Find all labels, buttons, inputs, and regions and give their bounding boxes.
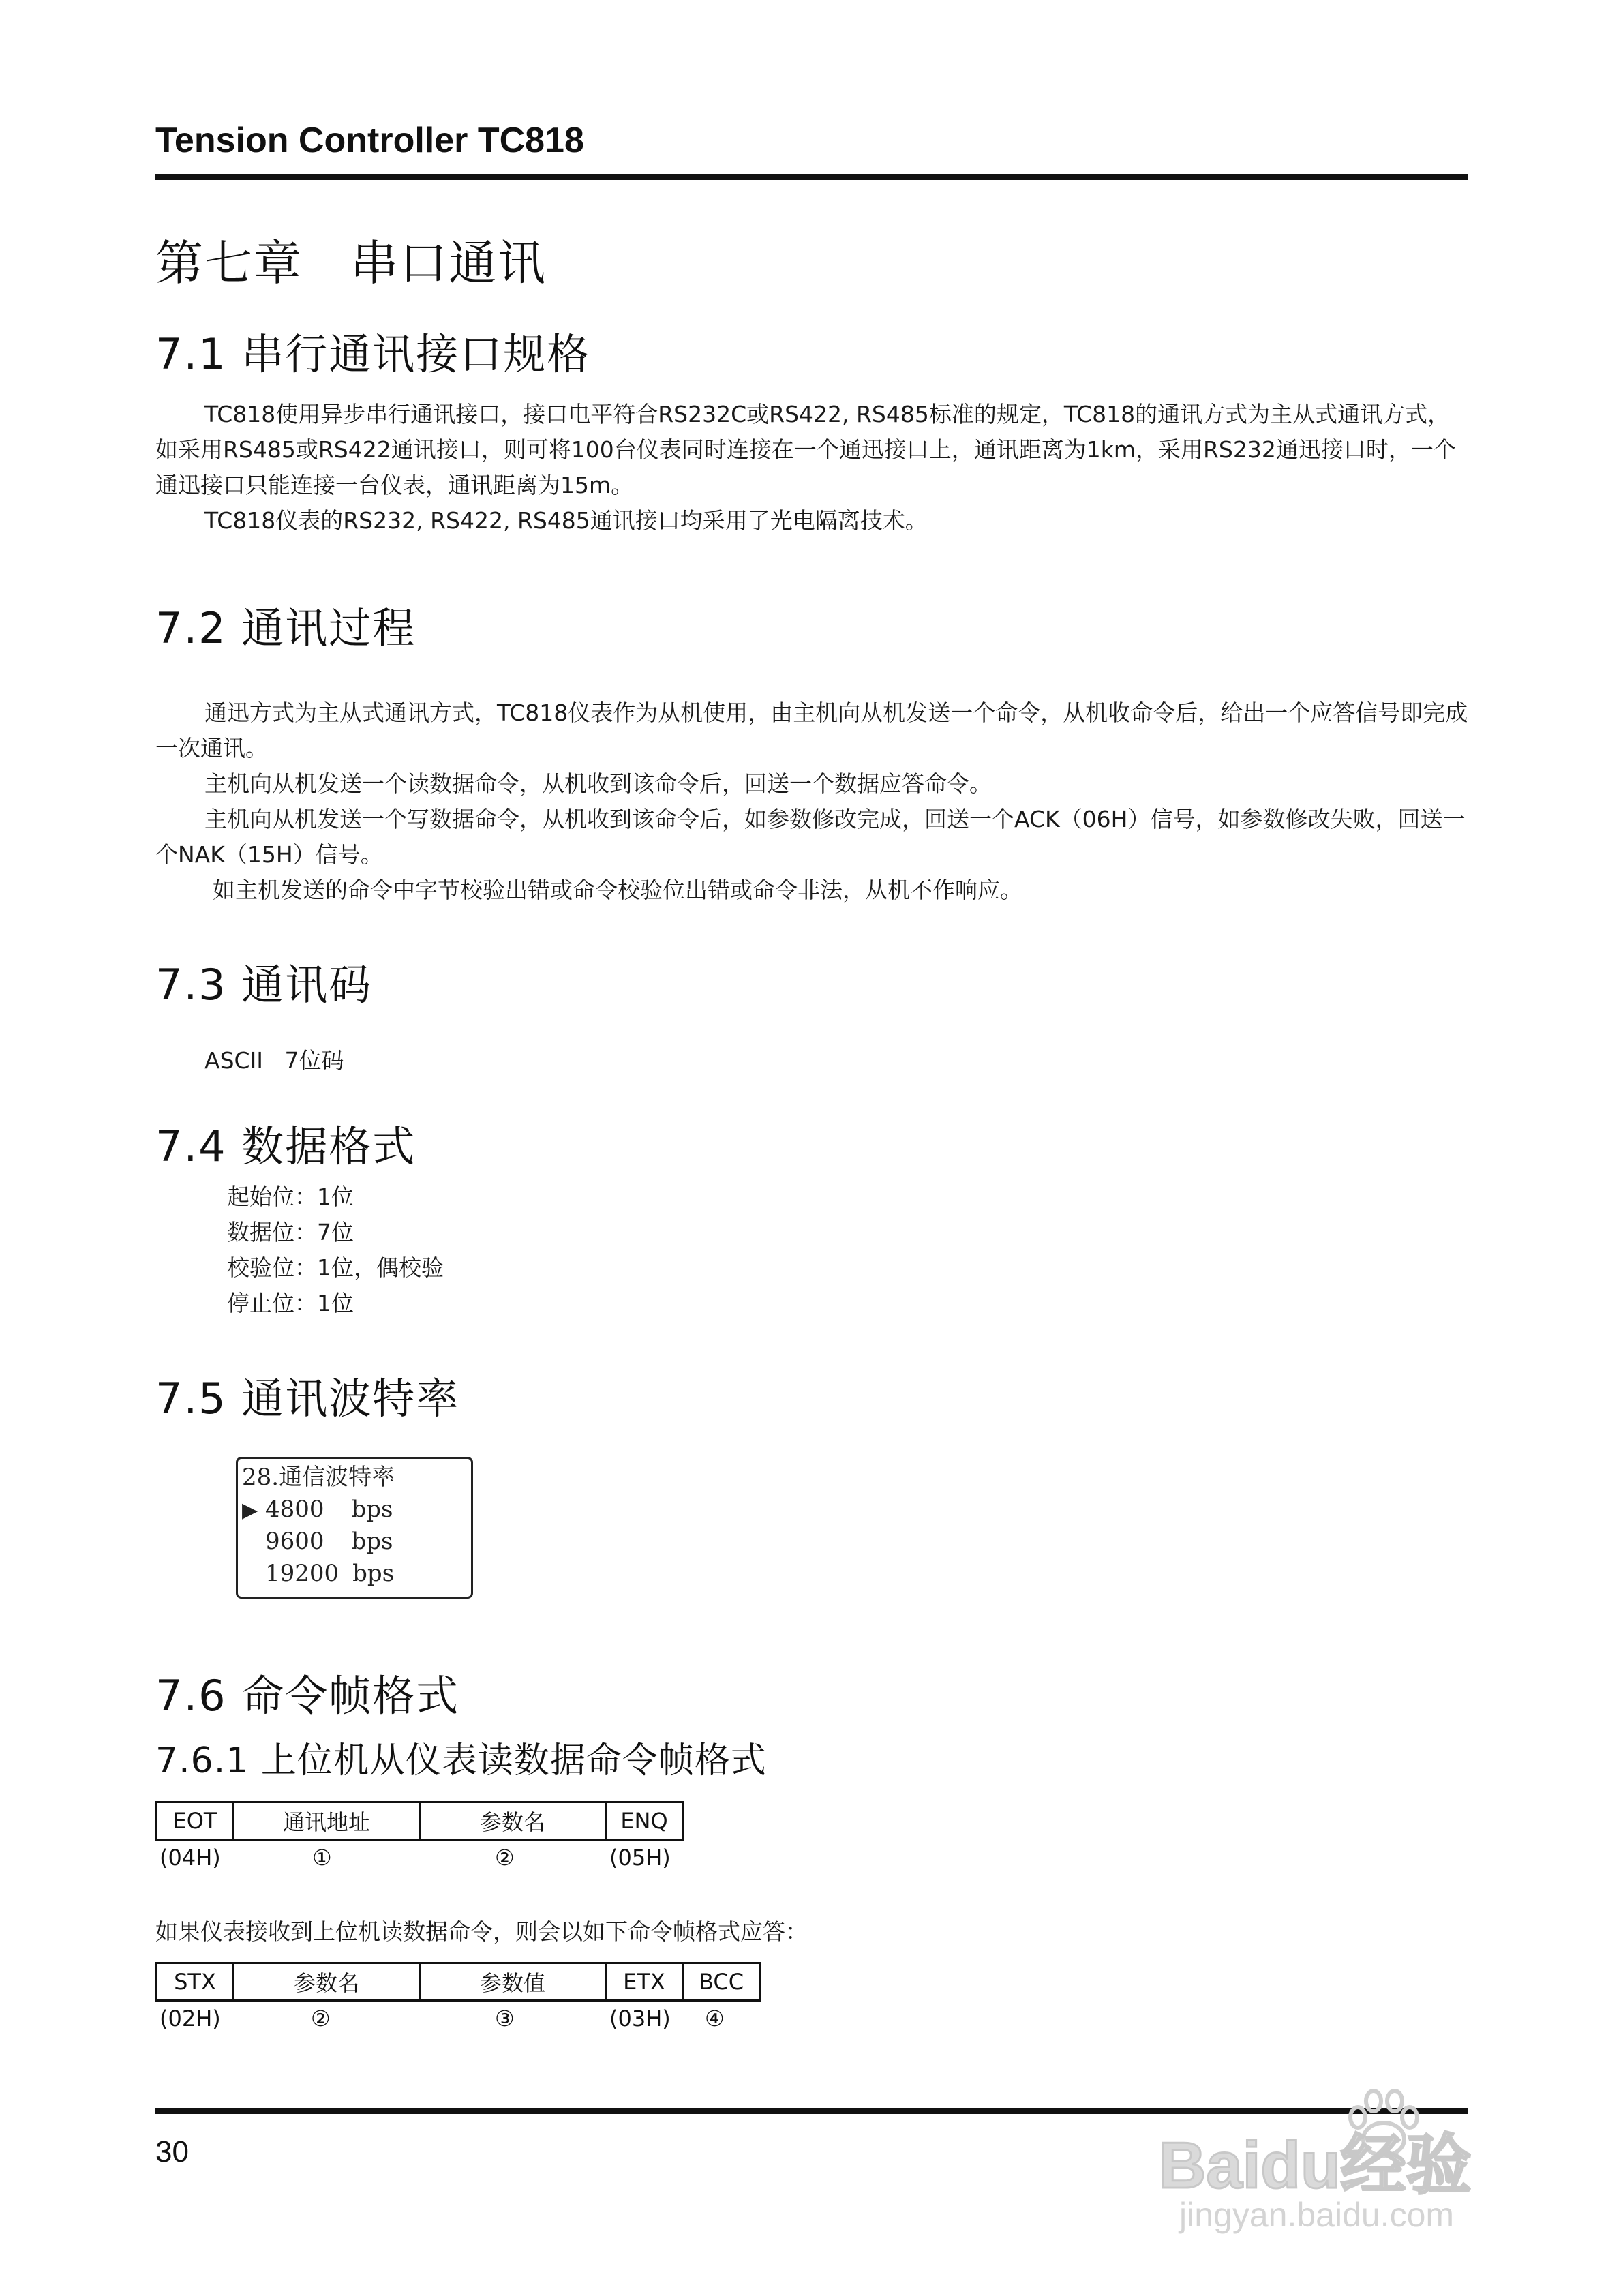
frame1-labels [155,1845,701,1879]
document-header-title: Tension Controller TC818 [155,121,584,160]
frame-cell-etx: ETX [606,1963,683,2001]
lcd-option-unit: bps [351,1496,393,1523]
list-item: 校验位：1位，偶校验 [227,1254,444,1281]
chapter-number: 第七章 [155,235,303,291]
frame-cell-param-name: 参数名 [234,1963,420,2001]
frame-label: ④ [705,2006,725,2031]
frame2-labels [155,2006,769,2040]
frame-cell-param-name: 参数名 [420,1802,606,1840]
lcd-option-19200 [242,1558,471,1590]
frame-cell-param-value: 参数值 [420,1963,606,2001]
reply-frame-table [155,1962,761,2002]
section-7-3-heading: 7.3 通讯码 [155,960,373,1010]
frame-cell-eot: EOT [157,1802,234,1840]
frame-cell-enq: ENQ [606,1802,683,1840]
frame-label: ② [311,2006,331,2031]
frame-label: ③ [495,2006,515,2031]
lcd-option-9600 [242,1526,471,1558]
section-7-3-text: ASCII 7位码 [204,1047,344,1074]
watermark-brand: Baidu经验 [1159,2129,1472,2202]
paragraph: TC818使用异步串行通讯接口，接口电平符合RS232C或RS422, RS485标准的规定，TC818的通讯方式为主从式通讯方式，如采用RS485或RS422通讯接口，则可将100台仪表同时连接在一个通迅接口上，通讯距离为1km，采用RS232通迅接口时，一个通迅接口只能连接一台仪表，通讯距离为15m。 [155,401,1456,498]
baud-rate-lcd-display [236,1457,473,1599]
paragraph: 通迅方式为主从式通讯方式，TC818仪表作为从机使用，由主机向从机发送一个命令，从机收命令后，给出一个应答信号即完成一次通讯。 [155,699,1468,761]
list-item: 数据位：7位 [227,1219,354,1245]
list-item: 起始位：1位 [227,1183,354,1210]
frame-cell-bcc: BCC [683,1963,760,2001]
lcd-title: 28.通信波特率 [242,1464,395,1491]
header-rule [155,174,1468,180]
frame-label: ② [495,1845,515,1871]
frame-label: (03H) [609,2006,671,2031]
lcd-option-4800 [242,1494,471,1526]
section-7-1-heading: 7.1 串行通讯接口规格 [155,329,591,379]
paragraph: 主机向从机发送一个写数据命令，从机收到该命令后，如参数修改完成，回送一个ACK（06H）信号，如参数修改失败，回送一个NAK（15H）信号。 [155,806,1466,868]
section-7-5-heading: 7.5 通讯波特率 [155,1374,460,1423]
list-item: 停止位：1位 [227,1290,354,1316]
paragraph: 主机向从机发送一个读数据命令，从机收到该命令后，回送一个数据应答命令。 [204,770,992,797]
paragraph: 如主机发送的命令中字节校验出错或命令校验位出错或命令非法，从机不作响应。 [213,877,1022,903]
lcd-option-unit: bps [351,1528,393,1555]
lcd-option-value: 4800 [265,1496,324,1523]
frame-label: (04H) [160,1845,221,1871]
frame-label: ① [312,1845,332,1871]
frame-cell-stx: STX [157,1963,234,2001]
section-7-2-body [155,695,1468,908]
frame-label: (02H) [160,2006,221,2031]
lcd-option-value: 19200 [265,1560,339,1587]
frame-label: (05H) [609,1845,671,1871]
section-7-2-heading: 7.2 通讯过程 [155,603,416,653]
chapter-name: 串口通讯 [350,235,547,291]
section-7-4-heading: 7.4 数据格式 [155,1121,416,1171]
cursor-arrow-icon: ▶ [242,1498,258,1522]
data-format-list [227,1179,444,1321]
paragraph: TC818仪表的RS232, RS422, RS485通讯接口均采用了光电隔离技术。 [204,507,928,534]
reply-description: 如果仪表接收到上位机读数据命令，则会以如下命令帧格式应答： [155,1918,808,1945]
section-7-6-1-heading: 7.6.1 上位机从仪表读数据命令帧格式 [155,1740,767,1781]
lcd-option-value: 9600 [265,1528,324,1555]
page-number: 30 [155,2135,189,2169]
watermark-url: jingyan.baidu.com [1179,2196,1455,2234]
lcd-option-unit: bps [352,1560,395,1587]
read-command-frame-table [155,1801,684,1841]
section-7-1-body [155,397,1468,539]
chapter-title [155,225,547,294]
section-7-6-heading: 7.6 命令帧格式 [155,1671,460,1721]
frame-cell-address: 通讯地址 [234,1802,420,1840]
